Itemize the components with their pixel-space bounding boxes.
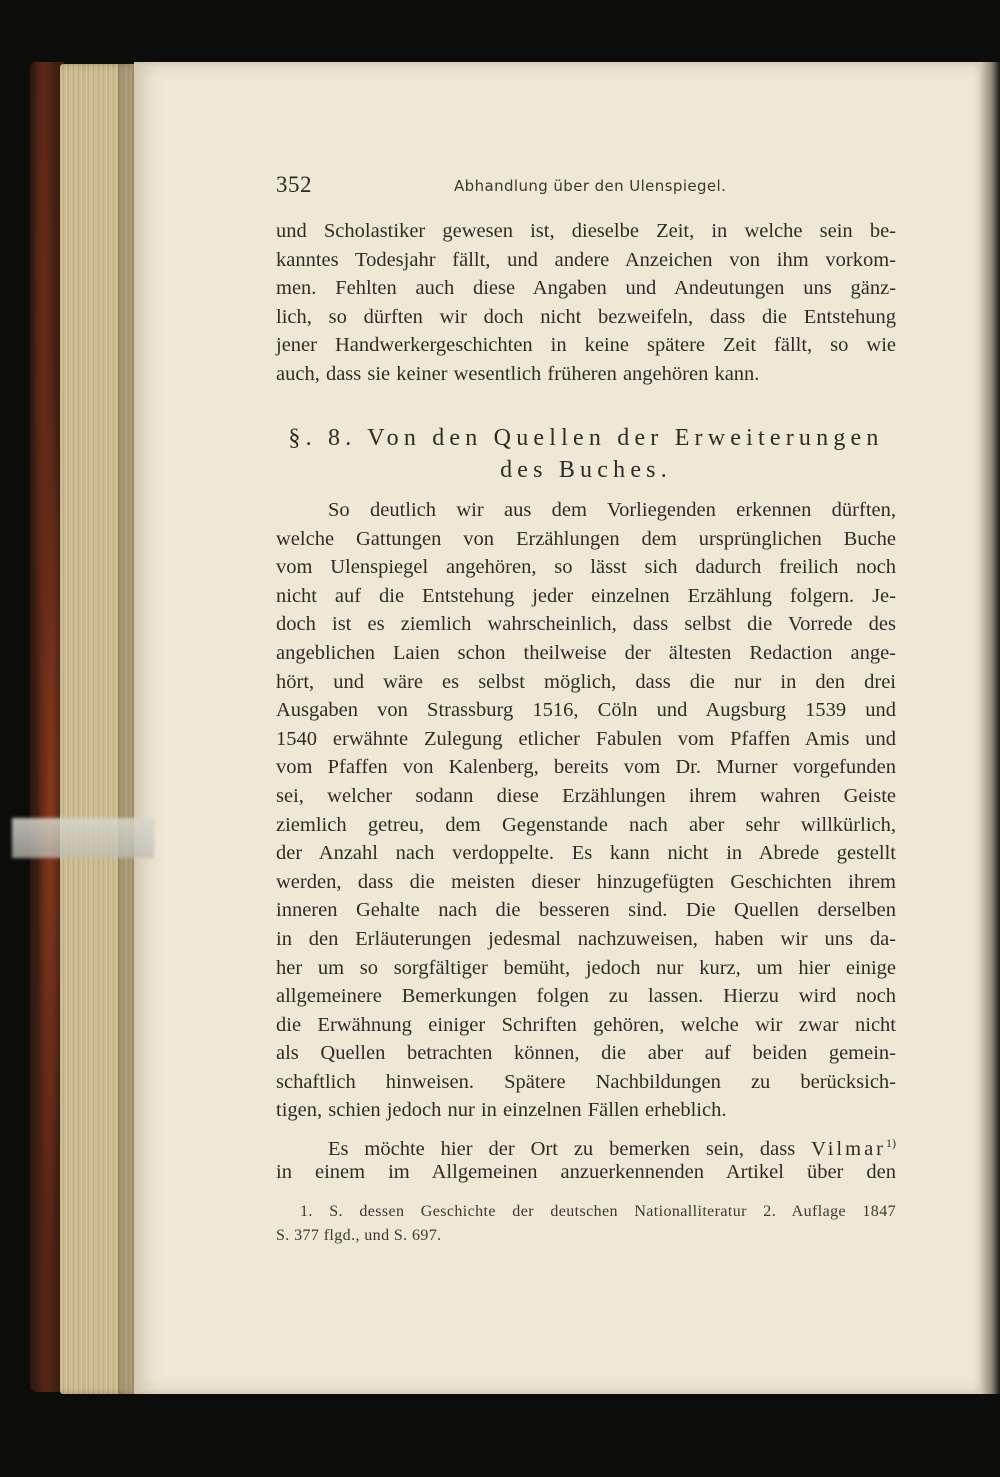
text-line: nicht auf die Entstehung jeder einzelnen Erzählung folgern. Je- bbox=[276, 584, 896, 607]
text-line: her um so sorgfältiger bemüht, jedoch nur kurz, um hier einige bbox=[276, 956, 896, 979]
text-line: men. Fehlten auch diese Angaben und Andeutungen uns gänz- bbox=[276, 277, 896, 300]
text-line: welche Gattungen von Erzählungen dem ursprünglichen Buche bbox=[276, 527, 896, 550]
text-line: Ausgaben von Strassburg 1516, Cöln und Augsburg 1539 und bbox=[276, 699, 896, 722]
bookmark-tab bbox=[12, 818, 154, 858]
book-binding bbox=[30, 62, 64, 1392]
page-right-edge bbox=[980, 62, 1000, 1394]
page-header bbox=[276, 172, 896, 202]
text-line: die Erwähnung einiger Schriften gehören, welche wir zwar nicht bbox=[276, 1013, 896, 1036]
text-line: auch, dass sie keiner wesentlich früheren angehören kann. bbox=[276, 362, 760, 385]
text-line: jener Handwerkergeschichten in keine spätere Zeit fällt, so wie bbox=[276, 334, 896, 357]
section-heading-line: §. 8. Von den Quellen der Erweiterungen bbox=[288, 425, 884, 451]
footnote-line: S. 377 flgd., und S. 697. bbox=[276, 1227, 442, 1244]
section-heading bbox=[276, 422, 896, 486]
text-line: vom Ulenspiegel angehören, so lässt sich dadurch freilich noch bbox=[276, 556, 896, 579]
text-fragment: Es möchte hier der Ort zu bemerken sein, dass bbox=[328, 1137, 812, 1160]
text-line: werden, dass die meisten dieser hinzugefügten Geschichten ihrem bbox=[276, 870, 896, 893]
text-line: in einem im Allgemeinen anzuerkennenden Artikel über den bbox=[276, 1160, 896, 1183]
text-line: tigen, schien jedoch nur in einzelnen Fällen erheblich. bbox=[276, 1099, 727, 1122]
section-body bbox=[276, 496, 896, 1186]
text-line: So deutlich wir aus dem Vorliegenden erkennen dürften, bbox=[328, 499, 896, 521]
running-head: Abhandlung über den Ulenspiegel. bbox=[454, 177, 727, 195]
text-line: vom Pfaffen von Kalenberg, bereits vom Dr. Murner vorgefunden bbox=[276, 756, 896, 779]
text-line: schaftlich hinweisen. Spätere Nachbildungen zu berücksich- bbox=[276, 1070, 896, 1093]
text-line: der Anzahl nach verdoppelte. Es kann nicht in Abrede gestellt bbox=[276, 842, 896, 865]
text-line: allgemeinere Bemerkungen folgen zu lassen. Hierzu wird noch bbox=[276, 985, 896, 1008]
text-line bbox=[276, 1129, 896, 1158]
text-line: als Quellen betrachten können, die aber auf beiden gemein- bbox=[276, 1042, 896, 1065]
page-number: 352 bbox=[276, 172, 312, 197]
text-line: hört, und wäre es selbst möglich, dass die nur in den drei bbox=[276, 670, 896, 693]
text-line: kanntes Todesjahr fällt, und andere Anzeichen von ihm vorkom- bbox=[276, 248, 896, 271]
text-line: und Scholastiker gewesen ist, dieselbe Zeit, in welche sein be- bbox=[276, 220, 896, 242]
footnote-line: 1. S. dessen Geschichte der deutschen Nationalliteratur 2. Auflage 1847 bbox=[300, 1203, 896, 1220]
text-line: angeblichen Laien schon theilweise der ältesten Redaction ange- bbox=[276, 641, 896, 664]
text-line: doch ist es ziemlich wahrscheinlich, dass selbst die Vorrede des bbox=[276, 613, 896, 636]
text-line: sei, welcher sodann diese Erzählungen ihrem wahren Geiste bbox=[276, 784, 896, 807]
footnotes bbox=[276, 1200, 896, 1248]
text-line: in den Erläuterungen jedesmal nachzuweisen, haben wir uns da- bbox=[276, 927, 896, 950]
text-line: ziemlich getreu, dem Gegenstande nach aber sehr willkürlich, bbox=[276, 813, 896, 836]
text-line: inneren Gehalte nach die besseren sind. Die Quellen derselben bbox=[276, 899, 896, 922]
author-name: Vilmar bbox=[811, 1137, 886, 1160]
text-line: lich, so dürften wir doch nicht bezweifeln, dass die Entstehung bbox=[276, 305, 896, 328]
paragraph-continuation bbox=[276, 217, 896, 389]
text-line: 1540 erwähnte Zulegung etlicher Fabulen vom Pfaffen Amis und bbox=[276, 727, 896, 750]
footnote-ref: 1) bbox=[886, 1136, 896, 1151]
section-heading-line: des Buches. bbox=[500, 457, 672, 483]
